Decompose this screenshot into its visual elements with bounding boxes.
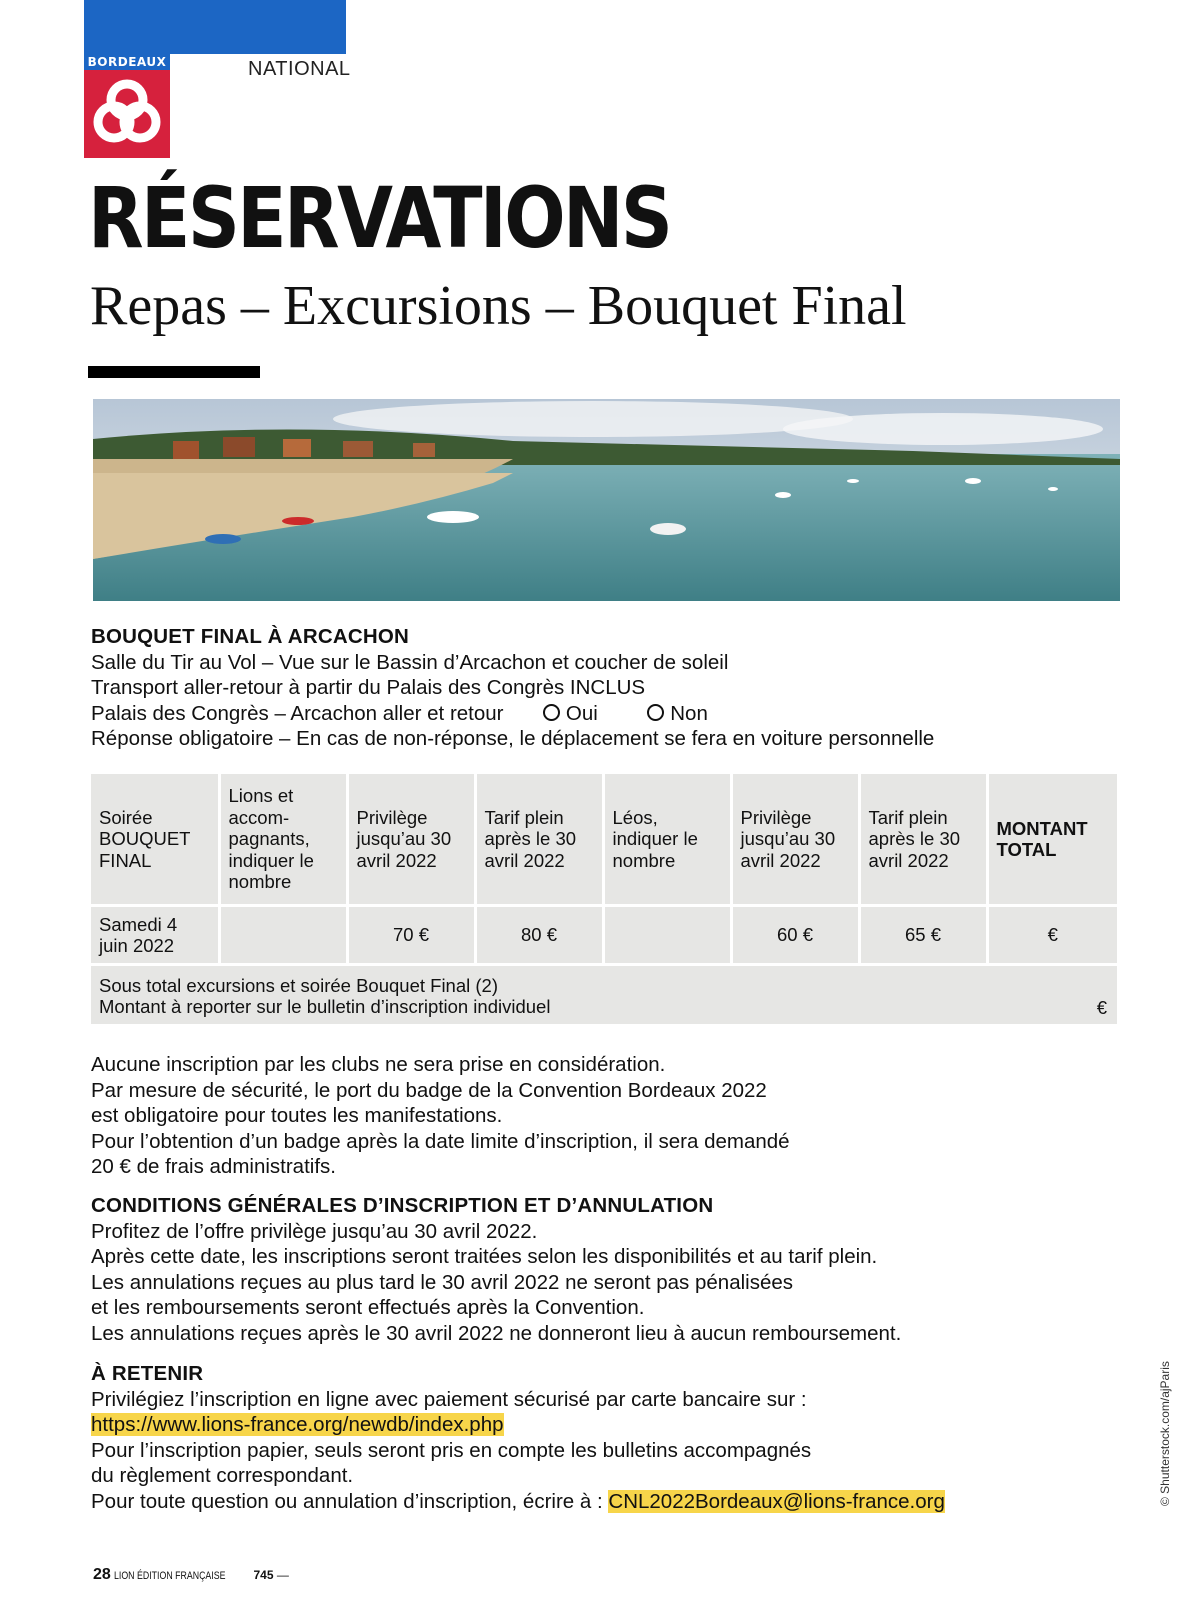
subtotal-label: Sous total excursions et soirée Bouquet Final (2) — [99, 974, 498, 996]
lions-count-field[interactable] — [219, 906, 347, 965]
subtotal-note: Montant à reporter sur le bulletin d’inscription individuel — [99, 996, 551, 1017]
notice-line: 20 € de frais administratifs. — [91, 1155, 336, 1179]
option-yes[interactable] — [543, 702, 598, 725]
retenir-block — [91, 1361, 945, 1515]
retenir-line: Privilégiez l’inscription en ligne avec paiement sécurisé par carte bancaire sur : — [91, 1387, 807, 1411]
lions-full-price: 80 € — [475, 906, 603, 965]
page-footer — [93, 1566, 289, 1584]
table-row — [91, 906, 1117, 965]
issue-number: 745 — [253, 1568, 274, 1582]
contact-email-link[interactable]: CNL2022Bordeaux@lions-france.org — [608, 1489, 945, 1513]
conditions-line: Les annulations reçues après le 30 avril 2022 ne donneront lieu à aucun remboursement. — [91, 1321, 902, 1345]
bouquet-block — [91, 624, 934, 752]
notice-block — [91, 1052, 790, 1180]
retenir-line: Pour toute question ou annulation d’inscription, écrire à : — [91, 1489, 603, 1513]
bouquet-mandatory: Réponse obligatoire – En cas de non-réponse, le déplacement se fera en voiture personnelle — [91, 727, 935, 751]
table-header: Tarif plein après le 30 avril 2022 — [475, 774, 603, 906]
notice-line: Aucune inscription par les clubs ne sera prise en considération. — [91, 1053, 666, 1076]
table-header: Lions et accom-pagnants, indiquer le nombre — [219, 774, 347, 906]
lions-bordeaux-logo — [84, 54, 170, 158]
page-title: RÉSERVATIONS — [88, 169, 671, 267]
conditions-line: Après cette date, les inscriptions seront traitées selon les disponibilités et au tarif plein. — [91, 1245, 878, 1269]
radio-circle-icon[interactable] — [647, 704, 664, 721]
arcachon-bay-photo — [93, 399, 1120, 601]
event-date: Samedi 4 juin 2022 — [91, 906, 219, 965]
page-number: 28 — [93, 1566, 111, 1583]
bouquet-transport-choice — [91, 701, 934, 727]
section-label: NATIONAL — [248, 58, 351, 80]
leos-full-price: 65 € — [859, 906, 987, 965]
page-subtitle: Repas – Excursions – Bouquet Final — [90, 275, 907, 337]
conditions-line: et les remboursements seront effectués après la Convention. — [91, 1296, 645, 1320]
subtotal-amount-field[interactable]: € — [1096, 996, 1107, 1018]
option-no-label: Non — [670, 701, 708, 725]
conditions-heading: CONDITIONS GÉNÉRALES D’INSCRIPTION ET D’ANNULATION — [91, 1194, 714, 1217]
footer-dash: — — [276, 1568, 289, 1582]
retenir-heading: À RETENIR — [91, 1362, 204, 1385]
radio-circle-icon[interactable] — [543, 704, 560, 721]
leos-count-field[interactable] — [603, 906, 731, 965]
logo-text: BORDEAUX — [84, 54, 170, 70]
magazine-name: LION ÉDITION FRANÇAISE — [114, 1570, 226, 1582]
registration-link[interactable]: https://www.lions-france.org/newdb/index.php — [91, 1413, 504, 1437]
bouquet-venue: Salle du Tir au Vol – Vue sur le Bassin d’Arcachon et coucher de soleil — [91, 650, 729, 674]
retenir-contact — [91, 1489, 945, 1515]
bouquet-heading: BOUQUET FINAL À ARCACHON — [91, 625, 409, 648]
subtotal-row — [91, 965, 1117, 1026]
retenir-line: Pour l’inscription papier, seuls seront pris en compte les bulletins accompagnés — [91, 1438, 812, 1462]
retenir-line: du règlement correspondant. — [91, 1464, 354, 1488]
bouquet-transport: Transport aller-retour à partir du Palais des Congrès INCLUS — [91, 676, 646, 700]
table-header: Soirée BOUQUET FINAL — [91, 774, 219, 906]
notice-line: est obligatoire pour toutes les manifestations. — [91, 1104, 503, 1128]
option-yes-label: Oui — [565, 701, 598, 725]
reservation-table — [91, 774, 1117, 1027]
leos-privilege-price: 60 € — [731, 906, 859, 965]
header-blue-bar — [84, 0, 346, 54]
photo-credit: © Shutterstock.com/ajParis — [1158, 1361, 1172, 1506]
conditions-block — [91, 1193, 901, 1347]
lions-emblem-icon — [92, 76, 162, 148]
conditions-line: Les annulations reçues au plus tard le 30 avril 2022 ne seront pas pénalisées — [91, 1270, 794, 1294]
table-header: Tarif plein après le 30 avril 2022 — [859, 774, 987, 906]
notice-line: Pour l’obtention d’un badge après la date limite d’inscription, il sera demandé — [91, 1129, 790, 1153]
table-header-row — [91, 774, 1117, 906]
table-header-total: MONTANT TOTAL — [987, 774, 1117, 906]
table-header: Léos, indiquer le nombre — [603, 774, 731, 906]
transport-question: Palais des Congrès – Arcachon aller et retour — [91, 701, 504, 725]
total-amount-field[interactable]: € — [987, 906, 1117, 965]
table-header: Privilège jusqu’au 30 avril 2022 — [347, 774, 475, 906]
table-header: Privilège jusqu’au 30 avril 2022 — [731, 774, 859, 906]
subtotal-cell — [91, 965, 1117, 1026]
title-rule — [88, 366, 260, 378]
option-no[interactable] — [647, 702, 708, 725]
conditions-line: Profitez de l’offre privilège jusqu’au 30 avril 2022. — [91, 1219, 538, 1243]
notice-line: Par mesure de sécurité, le port du badge de la Convention Bordeaux 2022 — [91, 1078, 767, 1102]
lions-privilege-price: 70 € — [347, 906, 475, 965]
